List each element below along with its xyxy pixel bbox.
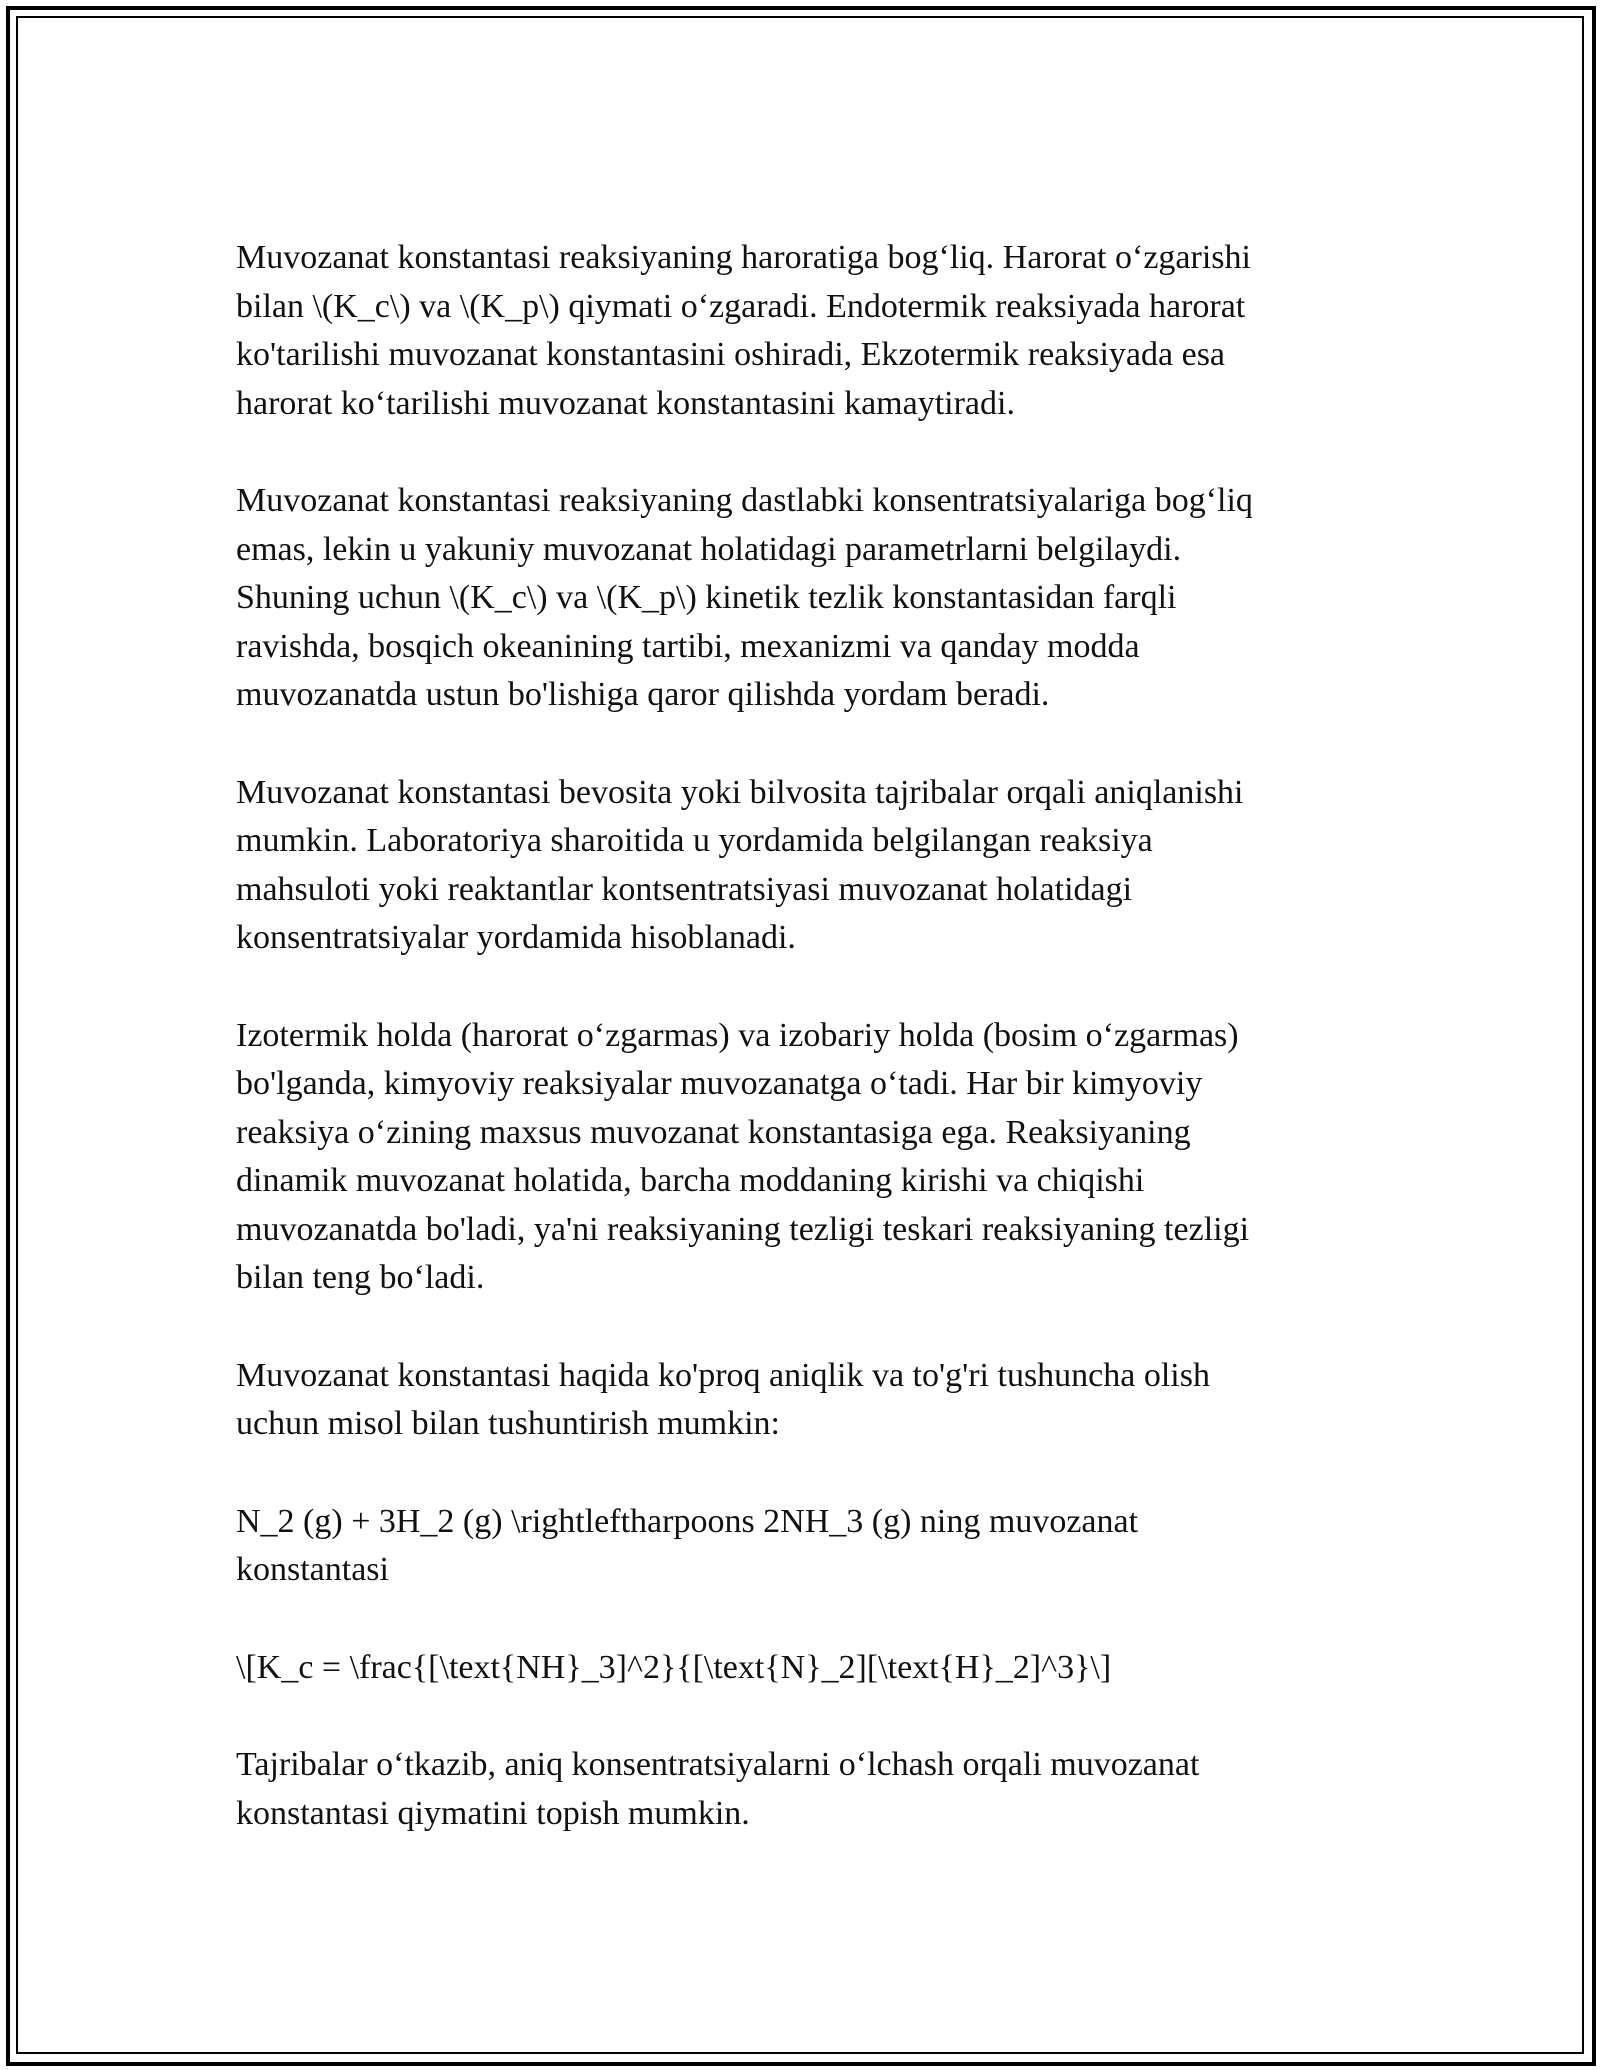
paragraph-example-intro: Muvozanat konstantasi haqida ko'proq aniqlik va to'g'ri tushuncha olish uchun misol bilan tushuntirish mumkin:: [236, 1356, 1210, 1442]
paragraph-kc-formula: \[K_c = \frac{[\text{NH}_3]^2}{[\text{N}_2][\text{H}_2]^3}\]: [236, 1648, 1112, 1686]
document-body: [236, 234, 1376, 1887]
paragraph-temperature-dependence: Muvozanat konstantasi reaksiyaning haroratiga bog‘liq. Harorat o‘zgarishi bilan \(K_c\) va \(K_p\) qiymati o‘zgaradi. Endotermik reaksiyada harorat ko'tarilishi muvozanat konstantasini oshiradi, Ekzotermik reaksiyada esa harorat ko‘tarilishi muvozanat konstantasini kamaytiradi.: [236, 239, 1251, 422]
paragraph-isothermal-equilibrium: Izotermik holda (harorat o‘zgarmas) va izobariy holda (bosim o‘zgarmas) bo'lganda, kimyoviy reaksiyalar muvozanatga o‘tadi. Har bir kimyoviy reaksiya o‘zining maxsus muvozanat konstantasiga ega. Reaksiyaning dinamik muvozanat holatida, barcha moddaning kirishi va chiqishi muvozanatda bo'ladi, ya'ni reaksiyaning tezligi teskari reaksiyaning tezligi bilan teng bo‘ladi.: [236, 1016, 1250, 1296]
paragraph-initial-concentrations: Muvozanat konstantasi reaksiyaning dastlabki konsentratsiyalariga bog‘liq emas, lekin u yakuniy muvozanat holatidagi parametrlarni belgilaydi. Shuning uchun \(K_c\) va \(K_p\) kinetik tezlik konstantasidan farqli ravishda, bosqich okeanining tartibi, mexanizmi va qanday modda muvozanatda ustun bo'lishiga qaror qilishda yordam beradi.: [236, 482, 1253, 713]
paragraph-conclusion: Tajribalar o‘tkazib, aniq konsentratsiyalarni o‘lchash orqali muvozanat konstantasi qiymatini topish mumkin.: [236, 1746, 1200, 1832]
paragraph-experimental-determination: Muvozanat konstantasi bevosita yoki bilvosita tajribalar orqali aniqlanishi mumkin. Laboratoriya sharoitida u yordamida belgilangan reaksiya mahsuloti yoki reaktantlar kontsentratsiyasi muvozanat holatidagi konsentratsiyalar yordamida hisoblanadi.: [236, 773, 1244, 956]
paragraph-reaction-equation: N_2 (g) + 3H_2 (g) \rightleftharpoons 2NH_3 (g) ning muvozanat konstantasi: [236, 1502, 1139, 1588]
